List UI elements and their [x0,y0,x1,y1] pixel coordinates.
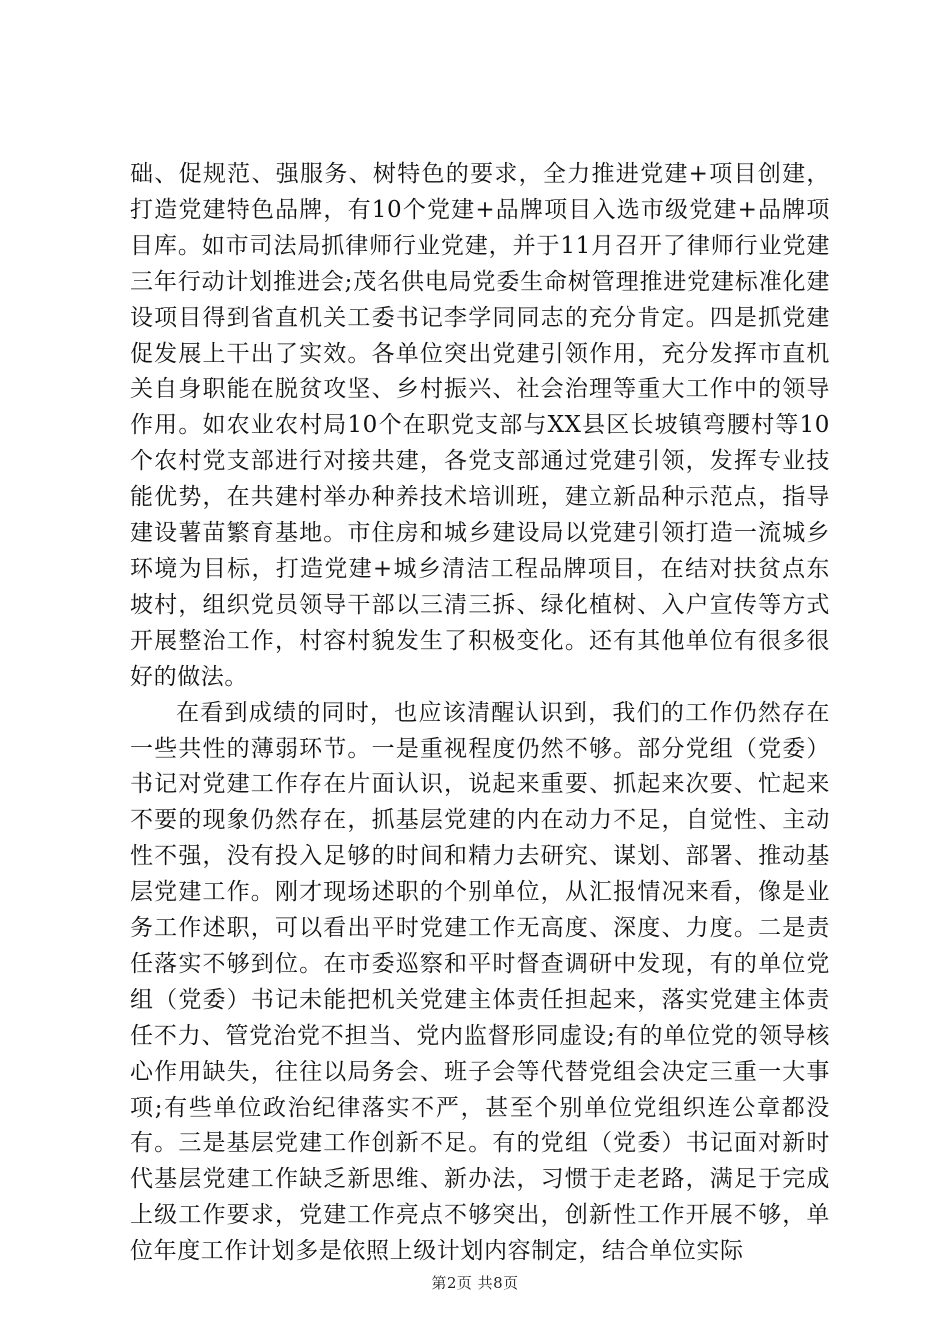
paragraph-1: 础、促规范、强服务、树特色的要求，全力推进党建+项目创建，打造党建特色品牌，有10个党建+品牌项目入选市级党建+品牌项目库。如市司法局抓律师行业党建，并于11月召开了律师行业党建三年行动计划推进会;茂名供电局党委生命树管理推进党建标准化建设项目得到省直机关工委书记李学同同志的充分肯定。四是抓党建促发展上干出了实效。各单位突出党建引领作用，充分发挥市直机关自身职能在脱贫攻坚、乡村振兴、社会治理等重大工作中的领导作用。如农业农村局10个在职党支部与XX县区长坡镇弯腰村等10个农村党支部进行对接共建，各党支部通过党建引领，发挥专业技能优势，在共建村举办种养技术培训班，建立新品种示范点，指导建设薯苗繁育基地。市住房和城乡建设局以党建引领打造一流城乡环境为目标，打造党建+城乡清洁工程品牌项目，在结对扶贫点东坡村，组织党员领导干部以三清三拆、绿化植树、入户宣传等方式开展整治工作，村容村貌发生了积极变化。还有其他单位有很多很好的做法。 [130,161,830,690]
document-body [130,157,830,1270]
page-number-footer: 第2页 共8页 [431,1274,519,1292]
paragraph-2: 在看到成绩的同时，也应该清醒认识到，我们的工作仍然存在一些共性的薄弱环节。一是重视程度仍然不够。部分党组（党委）书记对党建工作存在片面认识，说起来重要、抓起来次要、忙起来不要的现象仍然存在，抓基层党建的内在动力不足，自觉性、主动性不强，没有投入足够的时间和精力去研究、谋划、部署、推动基层党建工作。刚才现场述职的个别单位，从汇报情况来看，像是业务工作述职，可以看出平时党建工作无高度、深度、力度。二是责任落实不够到位。在市委巡察和平时督查调研中发现，有的单位党组（党委）书记未能把机关党建主体责任担起来，落实党建主体责任不力、管党治党不担当、党内监督形同虚设;有的单位党的领导核心作用缺失，往往以局务会、班子会等代替党组会决定三重一大事项;有些单位政治纪律落实不严，甚至个别单位党组织连公章都没有。三是基层党建工作创新不足。有的党组（党委）书记面对新时代基层党建工作缺乏新思维、新办法，习惯于走老路，满足于完成上级工作要求，党建工作亮点不够突出，创新性工作开展不够，单位年度工作计划多是依照上级计划内容制定，结合单位实际 [130,699,830,1265]
